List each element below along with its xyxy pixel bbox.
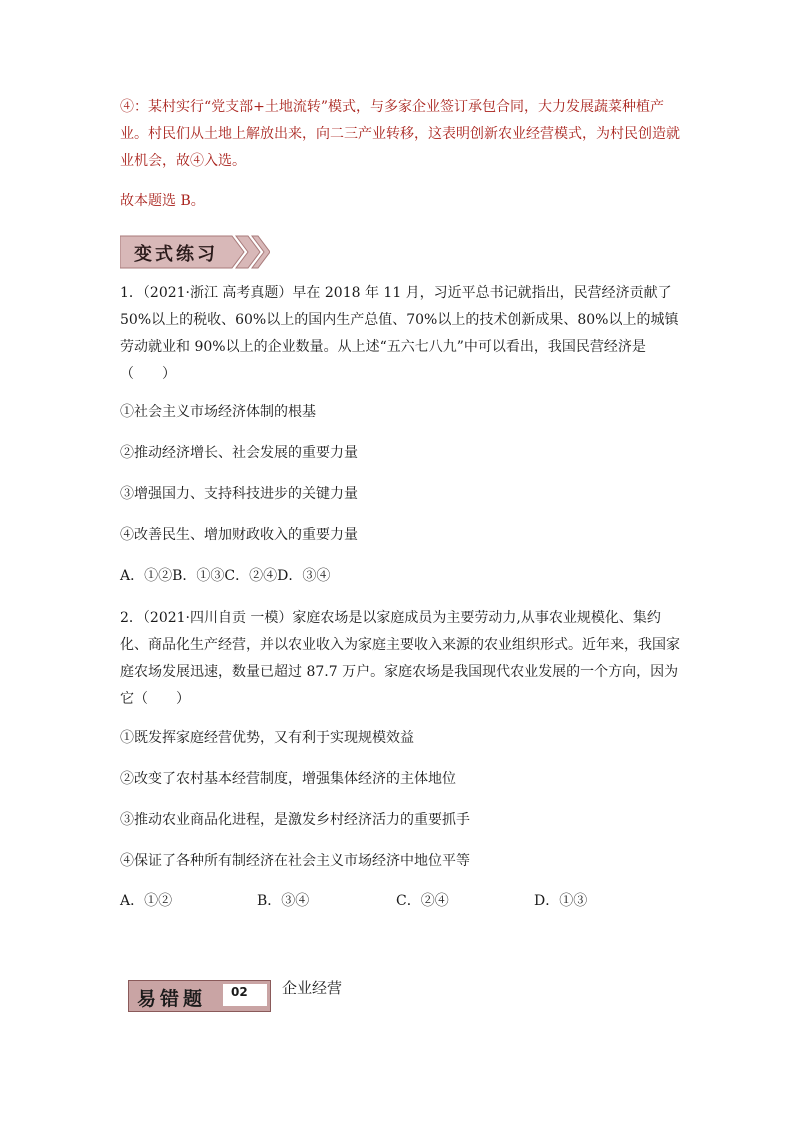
explanation-item-4: ④：某村实行“党支部+土地流转”模式，与多家企业签订承包合同，大力发展蔬菜种植产业。村民们从土地上解放出来，向二三产业转移，这表明创新农业经营模式，为村民创造就业机会，故④入选。 (120, 99, 680, 169)
question-2-options (120, 890, 680, 912)
question-1-statement-2: ②推动经济增长、社会发展的重要力量 (120, 445, 358, 461)
option-c: C．②④ (396, 893, 449, 909)
question-2-stem: 2．（2021·四川自贡 一模）家庭农场是以家庭成员为主要劳动力,从事农业规模化、集约化、商品化生产经营，并以农业收入为家庭主要收入来源的农业组织形式。近年来，我国家庭农场发展迅速，数量已超过 87.7 万户。家庭农场是我国现代农业发展的一个方向，因为它（ ） (120, 610, 680, 707)
question-2-statement-3: ③推动农业商品化进程，是激发乡村经济活力的重要抓手 (120, 812, 470, 828)
option-b: B．③④ (257, 893, 310, 909)
error-prone-badge (128, 980, 271, 1012)
section-banner (120, 234, 270, 270)
question-1-options: A．①②B．①③C．②④D．③④ (120, 568, 331, 584)
question-2-statement-2: ②改变了农村基本经营制度，增强集体经济的主体地位 (120, 771, 456, 787)
badge-label: 易错题 (137, 988, 207, 1010)
badge-number: 02 (223, 984, 267, 1006)
question-2-statement-1: ①既发挥家庭经营优势，又有利于实现规模效益 (120, 730, 414, 746)
badge-topic: 企业经营 (282, 979, 343, 997)
section-title: 变式练习 (134, 244, 218, 265)
question-1-statement-4: ④改善民生、增加财政收入的重要力量 (120, 527, 358, 543)
option-a: A．①② (120, 893, 173, 909)
option-d: D．①③ (534, 893, 588, 909)
question-1-stem: 1．（2021·浙江 高考真题）早在 2018 年 11 月，习近平总书记就指出，民营经济贡献了 50%以上的税收、60%以上的国内生产总值、70%以上的技术创新成果、80%以上的城镇劳动就业和 90%以上的企业数量。从上述“五六七八九”中可以看出，我国民营经济是（ ） (120, 285, 679, 382)
answer-conclusion: 故本题选 B。 (120, 193, 205, 209)
question-1-statement-1: ①社会主义市场经济体制的根基 (120, 404, 316, 420)
question-2-statement-4: ④保证了各种所有制经济在社会主义市场经济中地位平等 (120, 853, 470, 869)
question-1-statement-3: ③增强国力、支持科技进步的关键力量 (120, 486, 358, 502)
